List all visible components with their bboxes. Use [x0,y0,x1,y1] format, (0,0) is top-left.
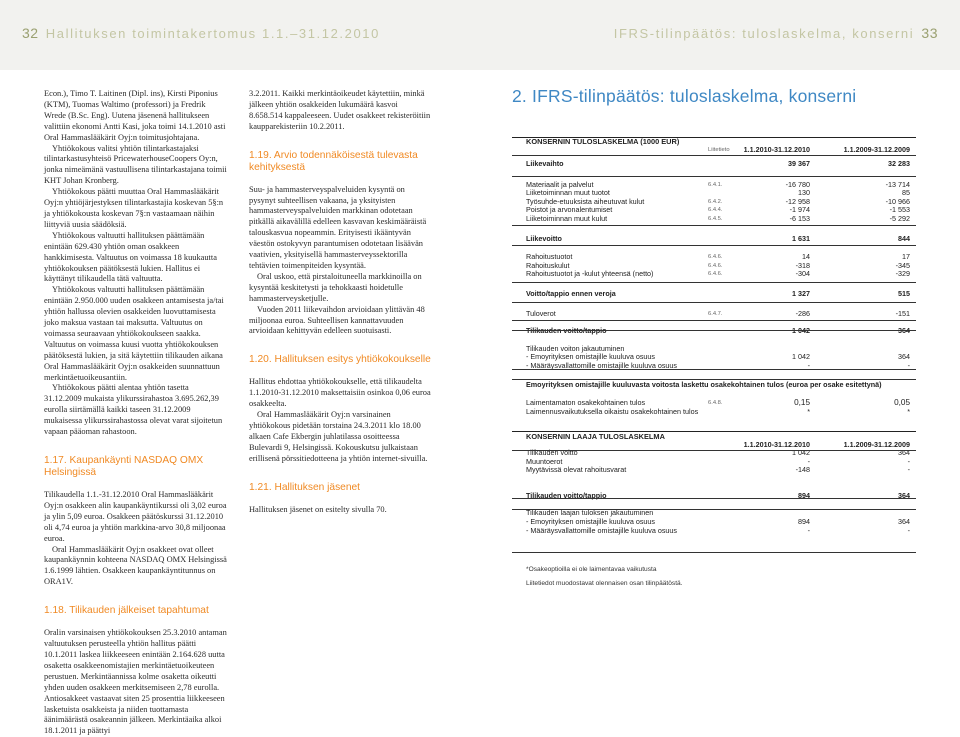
table-row: Tilikauden voitto/tappio 894 364 [526,490,910,500]
table-row: Liikevaihto 39 367 32 283 [526,159,910,168]
paragraph: Econ.), Timo T. Laitinen (Dipl. ins), Kirsti Piponius (KTM), Tuomas Waltimo (professori) ja Fredrik Wrede (B.Sc. Eng). Uutena jäsenenä hallitukseen valittiin ekonomi Antti Kasi, joka toimi 14.1.2010 asti Oral Hammaslääkärit Oyj:n toimitusjohtajana. [44,89,226,142]
paragraph: Yhtiökokous päätti muuttaa Oral Hammaslääkärit Oyj:n yhtiöjärjestyksen tilintarkastajia koskevan 5§:n ja yhtiökokousta koskevan 7§:n vastaamaan näihin liittyviä uusia säädöksiä. [44,187,224,229]
page-title: 2. IFRS-tilinpäätös: tuloslaskelma, konserni [512,86,857,106]
statement-area [512,86,916,106]
table-row: Laimennusvaikutuksella oikaistu osakekohtainen tulos * * [526,406,910,416]
header-rule [512,450,916,451]
table-title: KONSERNIN LAAJA TULOSLASKELMA [526,432,665,441]
section-heading-1-20: 1.20. Hallituksen esitys yhtiökokoukselle [249,354,431,366]
table-row: Voitto/tappio ennen veroja 1 327 515 [526,288,910,298]
section-heading-1-18: 1.18. Tilikauden jälkeiset tapahtumat [44,605,209,617]
row-rule [512,552,916,553]
left-page-number: 32 [22,25,39,41]
paragraph: Tilikaudella 1.1.-31.12.2010 Oral Hammaslääkärit Oyj:n osakkeen alin kaupankäyntikurssi oli 3,02 euroa ja ylin 5,09 euroa. Osakkeen päätöskurssi 31.12.2010 oli 4,74 euroa ja yhtiön markkina-arvo 30,8 miljoonaa euroa. [44,490,227,543]
table-row: Tilikauden voitto 1 042 364 [526,448,910,457]
table-row: Myytävissä olevat rahoitusvarat -148 - [526,465,910,475]
header-left [22,25,380,41]
table-row: Liikevoitto 1 631 844 [526,233,910,243]
table-row: Tilikauden voitto/tappio 1 042 364 [526,326,910,336]
section-heading-1-17: 1.17. Kaupankäynti NASDAQ OMX Helsingissä [44,455,204,478]
table-row: Emoyrityksen omistajille kuuluvasta voitosta laskettu osakekohtainen tulos (euroa per osake esitettynä) [526,379,882,389]
table-row: - Määräysvallattomille omistajille kuuluva osuus - - [526,525,910,535]
footnote-notes: Liitetiedot muodostavat olennaisen osan tilinpäätöstä. [526,580,683,587]
table-row: Työsuhde-etuuksista aiheutuvat kulut 6.4.2. -12 958 -10 966 [526,196,910,206]
column-header-note: Liitetieto [708,147,730,153]
table-row: Rahoitustuotot 6.4.6. 14 17 [526,252,910,262]
table-row: Liiketoiminnan muut kulut 6.4.5. -6 153 -5 292 [526,213,910,223]
paragraph: Oral Hammaslääkärit Oyj:n osakkeet ovat olleet kaupankäynnin kohteena NASDAQ OMX Helsingissä 1.6.1999 lähtien. Osakkeen kaupankäyntitunnus on ORA1V. [44,544,227,587]
comprehensive-income-table [512,433,916,535]
column-header-2010: 1.1.2010-31.12.2010 [743,440,810,449]
table-row: - Määräysvallattomille omistajille kuuluva osuus - - [526,360,910,370]
table-title: KONSERNIN TULOSLASKELMA (1000 EUR) [526,137,680,146]
paragraph: Yhtiökokous valitsi yhtiön tilintarkastajaksi tilintarkastusyhteisö PricewaterhouseCoopers Oy:n, jonka nimeämänä vastuullisena tilintarkastajana toimii KHT Johan Kronberg. [44,143,227,186]
table-row: Rahoitustuotot ja -kulut yhteensä (netto) 6.4.6. -304 -329 [526,269,910,279]
column-header-2009: 1.1.2009-31.12.2009 [843,145,910,154]
page-header [0,0,960,70]
left-running-title: Hallituksen toimintakertomus 1.1.–31.12.2010 [45,26,380,41]
paragraph: Oral Hammaslääkärit Oyj:n varsinainen yhtiökokous pidetään torstaina 24.3.2011 klo 18.00 alkaen Cafe Ekbergin juhlatilassa osoitteessa Bulevardi 9, Helsingissä. Kokouskutsu julkaistaan erillisenä pörssitiedotteena ja yhtiön internet-sivuilla. [249,410,428,463]
table-row: Tilikauden voiton jakautuminen [526,343,625,353]
row-rule [512,225,916,226]
row-rule [512,498,916,499]
income-statement-table [512,138,916,154]
row-rule [512,245,916,246]
right-page-number: 33 [921,25,938,41]
row-rule [512,320,916,321]
income-statement-rows [512,160,916,416]
paragraph: 3.2.2011. Kaikki merkintäoikeudet käytettiin, minkä jälkeen yhtiön osakkeiden lukumäärä kasvoi 8.658.514 kappaleeseen. Uudet osakkeet rekisteröitiin kaupparekisteriin 10.2.2011. [249,89,431,131]
table-row: Tilikauden laajan tuloksen jakautuminen [526,508,654,518]
paragraph: Suu- ja hammasterveyspalveluiden kysyntä on pysynyt suhteellisen vakaana, ja yksityisten hammasterveyspalveluiden markkinan odotetaan pitkällä aikavälillä edelleen kasvavan keskimääräistä talouskasvua nopeammin. Erityisesti ikääntyvän väestön ostokyvyn parantumisen odotetaan lisäävän vaativien, yksityisellä hammasterveyssektorilla tehtävien toimenpiteiden kysyntää. [249,184,427,270]
row-rule [512,369,916,370]
row-rule [512,302,916,303]
paragraph: Vuoden 2011 liikevaihdon arvioidaan ylittävän 48 miljoonaa euroa. Suhteellisen kannattavuuden arvioidaan kehittyvän edelleen suotuisasti. [249,304,425,336]
header-right [614,25,938,41]
table-row: - Emoyrityksen omistajille kuuluva osuus 1 042 364 [526,352,910,362]
row-rule [512,176,916,177]
column-header-2010: 1.1.2010-31.12.2010 [743,145,810,154]
paragraph: Oral uskoo, että pirstaloituneella markkinoilla on kysyntää keskitetysti ja tehokkaasti hoidetulle hammasterveysketjulle. [249,271,422,303]
section-heading-1-21: 1.21. Hallituksen jäsenet [249,481,360,493]
header-rule [512,155,916,156]
table-row: Liiketoiminnan muut tuotot 130 85 [526,188,910,198]
paragraph: Hallitus ehdottaa yhtiökokoukselle, että tilikaudelta 1.1.2010-31.12.2010 maksettaisiin osinkoa 0,06 euroa osakkeelta. [249,377,431,409]
row-rule [512,509,916,510]
right-running-title: IFRS-tilinpäätös: tuloslaskelma, konserni [613,26,915,41]
text-column-2 [249,89,432,515]
table-row: Laimentamaton osakekohtainen tulos 6.4.8. 0,15 0,05 [526,398,910,408]
row-rule [512,282,916,283]
table-row: Muuntoerot - - [526,456,910,466]
table-row: - Emoyrityksen omistajille kuuluva osuus 894 364 [526,516,910,526]
paragraph: Hallituksen jäsenet on esitelty sivulla 70. [249,504,387,514]
row-rule [512,379,916,380]
table-row: Rahoituskulut 6.4.6. -318 -345 [526,260,910,270]
table-row: Poistot ja arvonalentumiset 6.4.4. -1 974 -1 553 [526,205,910,215]
footnote-option: *Osakeoptioilla ei ole laimentavaa vaikutusta [526,566,657,573]
paragraph: Yhtiökokous valtuutti hallituksen päättämään enintään 629.430 yhtiön oman osakkeen hankkimisesta. Valtuutus on voimassa 18 kuukautta yhtiökokouksen päätöksestä lukien. Hallitus ei käyttänyt tilikaudella tätä valtuutta. [44,230,217,284]
paragraph: Yhtiökokous päätti alentaa yhtiön tasetta 31.12.2009 mukaista ylikurssirahastoa 3.695.262,39 eurolla siirtämällä kaikki taseen 31.12.2009 mukaisessa ylikurssirahastossa olevat varat sijoitetun vapaan pääoman rahastoon. [44,383,223,437]
paragraph: Yhtiökokous valtuutti hallituksen päättämään enintään 2.950.000 uuden osakkeen antamisesta ja/tai yhtiön hallussa olevien osakkeiden luovuttamisesta joko maksua vastaan tai maksutta. Valtuutus on voimassa seuraavaan yhtiökokoukseen saakka. Valtuutus on voimassa kuusi vuotta yhtiökokouksen päätöksestä lukien, ja sitä käytettiin tilikauden aikana Oral Hammaslääkärit Oyj:n osakkeiden suunnattuun merkintäetuoikeusantiin. [44,285,224,382]
paragraph: Oralin varsinaisen yhtiökokouksen 25.3.2010 antaman valtuutuksen perusteella yhtiön hallitus päätti 10.1.2011 laskea liikkeeseen enintään 2.164.628 uutta osaketta osakkeenomistajien merkintäetuoikeuteen perustuen. Merkintäannissa kolme osaketta oikeutti yhden uuden osakkeen merkitsemiseen 2,78 eurolla. Antiosakkeet vastaavat siten 25 prosenttia liikkeeseen lasketuista osakkeista ja niiden tuottamasta äänimäärästä osakeannin jälkeen. Merkintäaika alkoi 18.1.2011 ja päättyi [44,628,227,736]
section-heading-1-19: 1.19. Arvio todennäköisestä tulevasta kehityksestä [249,149,418,173]
table-row: Materiaalit ja palvelut 6.4.1. -16 780 -13 714 [526,179,910,189]
column-header-2009: 1.1.2009-31.12.2009 [843,440,910,449]
table-row: Tuloverot 6.4.7. -286 -151 [526,308,910,318]
text-column-1 [44,89,227,737]
row-rule [512,330,916,331]
